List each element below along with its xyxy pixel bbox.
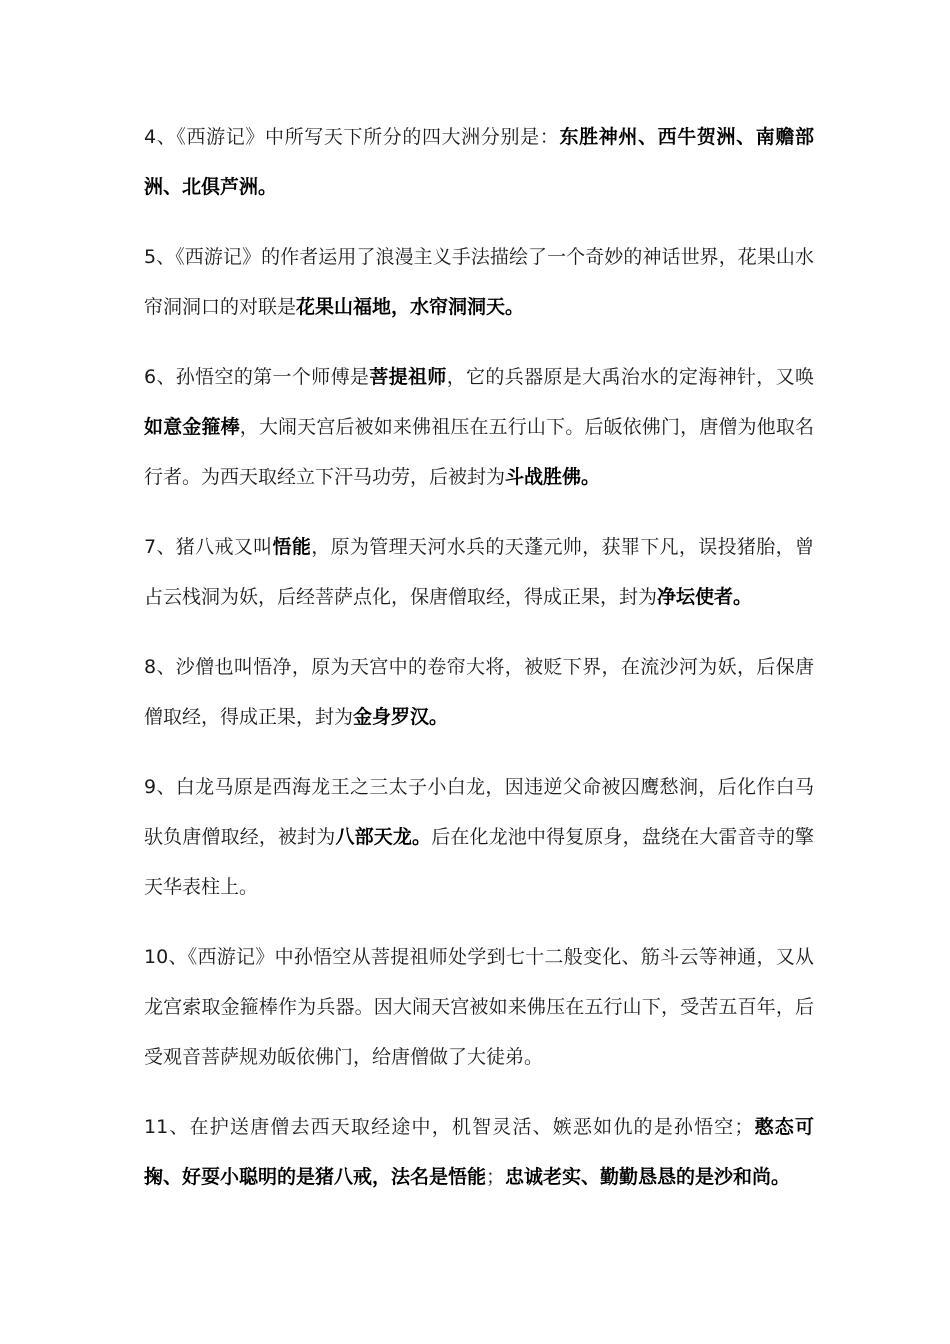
paragraph-item-8 — [144, 642, 814, 742]
paragraph-item-10 — [144, 932, 814, 1082]
paragraph-item-4 — [144, 112, 814, 212]
body-text: 9、白龙马原是西海龙王之三太子小白龙，因违逆父命被囚鹰愁涧，后化作白马驮负唐僧取经，被封为 — [144, 776, 814, 848]
document-body — [144, 112, 814, 1222]
body-text: ，原为管理天河水兵的天蓬元帅，获罪下凡，误投猪胎，曾占云栈洞为妖，后经菩萨点化，保唐僧取经，得成正果，封为 — [144, 536, 814, 608]
body-text: 4、《西游记》中所写天下所分的四大洲分别是： — [144, 126, 560, 148]
body-text: 8、沙僧也叫悟净，原为天宫中的卷帘大将，被贬下界，在流沙河为妖，后保唐僧取经，得成正果，封为 — [144, 656, 814, 728]
body-text: ，它的兵器原是大禹治水的定海神针，又唤 — [446, 366, 814, 388]
paragraph-item-7 — [144, 522, 814, 622]
emphasized-text: 如意金箍棒 — [144, 416, 240, 438]
emphasized-text: 净坛使者。 — [657, 586, 753, 608]
body-text: ； — [486, 1166, 506, 1188]
body-text: 后在化龙池中得复原身，盘绕在大雷音寺的擎天华表柱上。 — [144, 826, 814, 898]
paragraph-item-11 — [144, 1102, 814, 1202]
body-text: 6、孙悟空的第一个师傅是 — [144, 366, 370, 388]
emphasized-text: 忠诚老实、勤勤恳恳的是沙和尚。 — [505, 1166, 791, 1188]
paragraph-item-9 — [144, 762, 814, 912]
body-text: ，大闹天宫后被如来佛祖压在五行山下。后皈依佛门，唐僧为他取名行者。为西天取经立下汗马功劳，后被封为 — [144, 416, 814, 488]
paragraph-item-6 — [144, 352, 814, 502]
emphasized-text: 金身罗汉。 — [353, 706, 449, 728]
paragraph-item-5 — [144, 232, 814, 332]
body-text: 11、在护送唐僧去西天取经途中，机智灵活、嫉恶如仇的是孙悟空； — [144, 1116, 754, 1138]
emphasized-text: 八部天龙。 — [335, 826, 432, 848]
emphasized-text: 东胜神州、西牛贺洲、南赡部洲、北俱芦洲。 — [144, 126, 814, 198]
body-text: 5、《西游记》的作者运用了浪漫主义手法描绘了一个奇妙的神话世界，花果山水帘洞洞口的对联是 — [144, 246, 814, 318]
emphasized-text: 悟能 — [272, 536, 312, 558]
emphasized-text: 菩提祖师 — [369, 366, 447, 388]
body-text: 7、猪八戒又叫 — [144, 536, 273, 558]
emphasized-text: 憨态可掬、好耍小聪明的是猪八戒，法名是悟能 — [144, 1116, 814, 1188]
body-text: 10、《西游记》中孙悟空从菩提祖师处学到七十二般变化、筋斗云等神通，又从龙宫索取金箍棒作为兵器。因大闹天宫被如来佛压在五行山下，受苦五百年，后受观音菩萨规劝皈依佛门，给唐僧做了大徒弟。 — [144, 946, 814, 1068]
emphasized-text: 斗战胜佛。 — [505, 466, 601, 488]
emphasized-text: 花果山福地，水帘洞洞天。 — [296, 296, 525, 318]
